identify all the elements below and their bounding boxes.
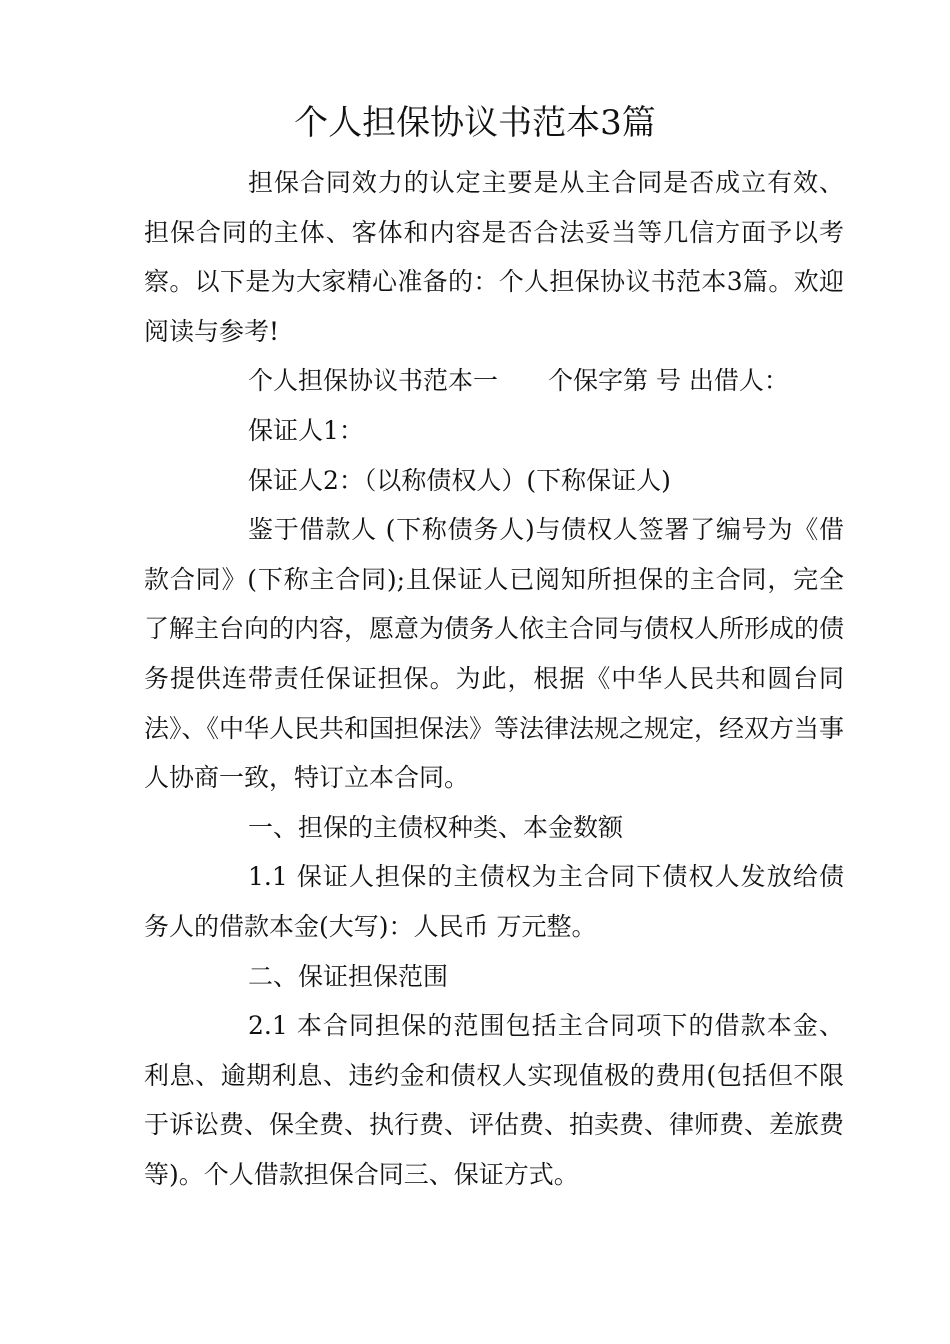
paragraph-intro: 担保合同效力的认定主要是从主合同是否成立有效、担保合同的主体、客体和内容是否合法妥当等几信方面予以考察。以下是为大家精心准备的：个人担保协议书范本3篇。欢迎阅读与参考!	[144, 168, 844, 346]
paragraph-sample-heading: 个人担保协议书范本一 个保字第 号 出借人：	[248, 366, 789, 396]
section-heading-1: 一、担保的主债权种类、本金数额	[248, 812, 624, 842]
paragraph-clause-1-1: 1.1 保证人担保的主债权为主合同下债权人发放给债务人的借款本金(大写)：人民币 万元整。	[144, 862, 844, 941]
document-body	[144, 158, 844, 1199]
paragraph-clause-2-1: 2.1 本合同担保的范围包括主合同项下的借款本金、利息、逾期利息、违约金和债权人实现值极的费用(包括但不限于诉讼费、保全费、执行费、评估费、拍卖费、律师费、差旅费等)。个人借款担保合同三、保证方式。	[144, 1011, 845, 1189]
paragraph-whereas: 鉴于借款人 (下称债务人)与债权人签署了编号为《借款合同》(下称主合同);且保证人已阅知所担保的主合同，完全了解主台向的内容，愿意为债务人依主合同与债权人所形成的债务提供连带责任保证担保。为此，根据《中华人民共和圆台同法》、《中华人民共和国担保法》等法律法规之规定，经双方当事人协商一致，特订立本合同。	[144, 515, 845, 793]
document-title: 个人担保协议书范本3篇	[294, 103, 656, 143]
paragraph-guarantor-2: 保证人2：（以称债权人）(下称保证人)	[248, 465, 671, 495]
section-heading-2: 二、保证担保范围	[248, 961, 449, 991]
paragraph-guarantor-1: 保证人1：	[248, 415, 364, 445]
